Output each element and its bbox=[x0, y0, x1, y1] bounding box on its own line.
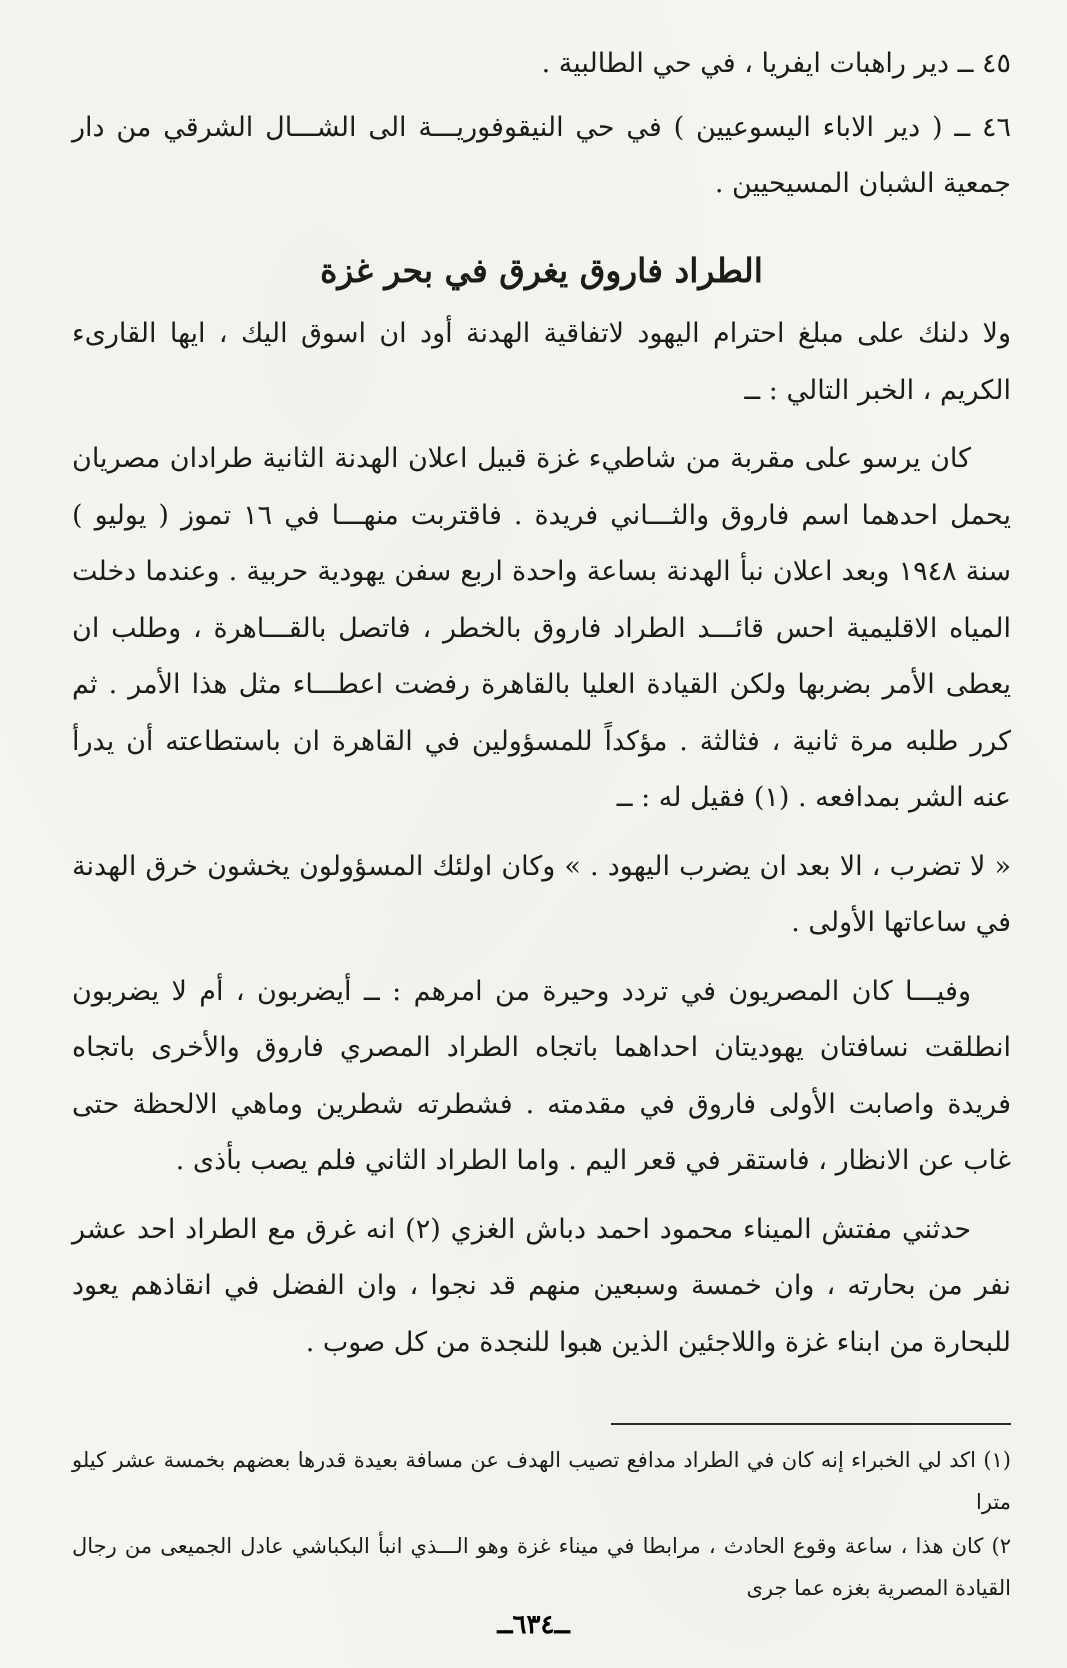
page-number bbox=[0, 1610, 1067, 1640]
paragraph-quote: « لا تضرب ، الا بعد ان يضرب اليهود . » وكان اولئك المسؤولون يخشون خرق الهدنة في ساعاتها الأولى . bbox=[72, 850, 1011, 938]
paragraph-inspector: حدثني مفتش الميناء محمود احمد دباش الغزي (٢) انه غرق مع الطراد احد عشر نفر من بحارته ، وان خمسة وسبعين منهم قد نجوا ، وان الفضل في انقاذهم يعود للبحارة من ابناء غزة واللاجئين الذين هبوا للنجدة من كل صوب . bbox=[72, 1213, 1011, 1358]
footnote-separator bbox=[72, 1423, 1011, 1425]
paragraph-intro: ولا دلنك على مبلغ احترام اليهود لاتفاقية الهدنة أود ان اسوق اليك ، ايها القارىء الكريم ، الخبر التالي : ــ bbox=[72, 318, 1011, 406]
paragraph-event: كان يرسو على مقربة من شاطيء غزة قبيل اعلان الهدنة الثانية طرادان مصريان يحمل احدهما اسم فاروق والثـــاني فريدة . فاقتربت منهـــا في ١٦ تموز ( يوليو ) سنة ١٩٤٨ وبعد اعلان نبأ الهدنة بساعة واحدة اربع سفن يهودية حربية . وعندما دخلت المياه الاقليمية احس قائـــد الطراد فاروق بالخطر ، فاتصل بالقـــاهرة ، وطلب ان يعطى الأمر بضربها ولكن القيادة العليا بالقاهرة رفضت اعطـــاء مثل هذا الأمر . ثم كرر طلبه مرة ثانية ، فثالثة . مؤكداً للمسؤولين في القاهرة ان باستطاعته أن يدرأ عنه الشر بمدافعه . (١) فقيل له : ــ bbox=[72, 443, 1011, 813]
footnotes bbox=[72, 1439, 1011, 1609]
footnote-1: (١) اكد لي الخبراء إنه كان في الطراد مدافع تصيب الهدف عن مسافة بعيدة قدرها بعضهم بخمسة عشر كيلو مترا bbox=[72, 1448, 1011, 1514]
list-item-45: ٤٥ ــ دير راهبات ايفريا ، في حي الطالبية . bbox=[541, 48, 1011, 79]
page-number-text: ــ٦٣٤ــ bbox=[497, 1610, 570, 1640]
paragraph-attack: وفيـــا كان المصريون في تردد وحيرة من امرهم : ــ أيضربون ، أم لا يضربون انطلقت نسافتان يهوديتان احداهما باتجاه الطراد المصري فاروق والأخرى باتجاه فريدة واصابت الأولى فاروق في مقدمته . فشطرته شطرين وماهي الالحظة حتى غاب عن الانظار ، فاستقر في قعر اليم . واما الطراد الثاني فلم يصب بأذى . bbox=[72, 975, 1011, 1176]
footnote-2: ٢) كان هذا ، ساعة وقوع الحادث ، مرابطا في ميناء غزة وهو الـــذي انبأ البكباشي عادل الجميعى من رجال القيادة المصرية بغزه عما جرى bbox=[72, 1534, 1011, 1600]
section-heading: الطراد فاروق يغرق في بحر غزة bbox=[320, 251, 763, 290]
list-item-46: ٤٦ ــ ( دير الاباء اليسوعيين ) في حي النيقوفوريـــة الى الشـــال الشرقي من دار جمعية الشبان المسيحيين . bbox=[72, 112, 1011, 199]
